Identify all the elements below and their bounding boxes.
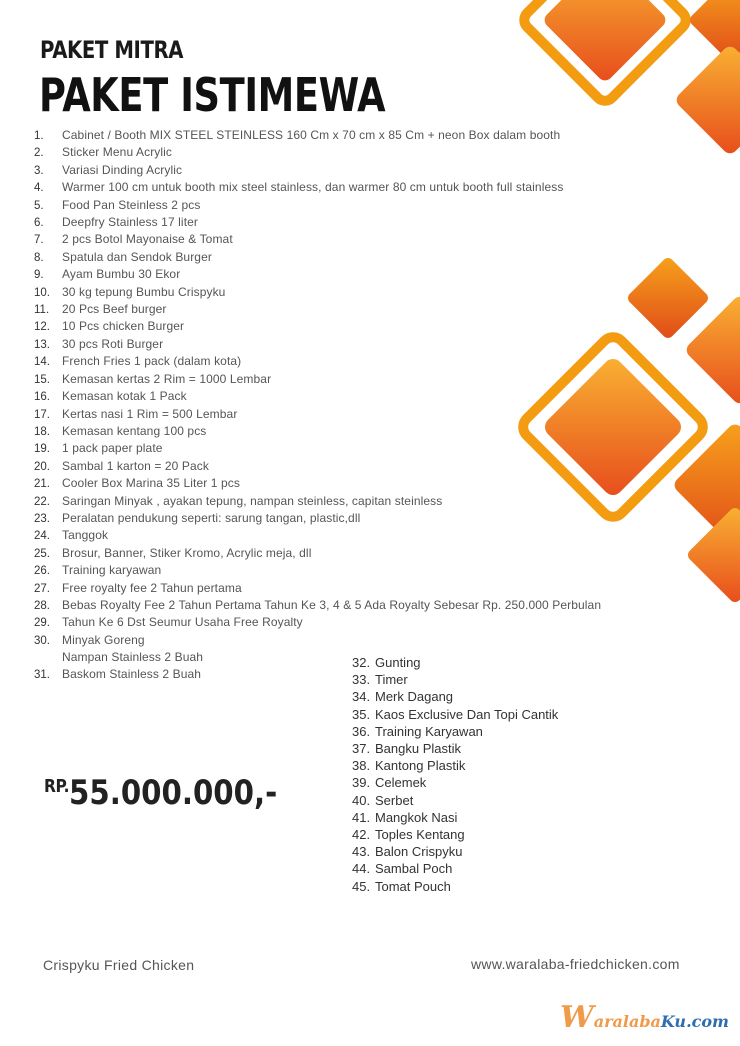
item-text: Bebas Royalty Fee 2 Tahun Pertama Tahun Ke 3, 4 & 5 Ada Royalty Sebesar Rp. 250.000 Perbulan xyxy=(62,597,602,612)
list-item xyxy=(34,562,601,579)
package-subtitle: PAKET MITRA xyxy=(40,36,184,64)
item-text: 20 Pcs Beef burger xyxy=(62,302,167,317)
price-currency: RP. xyxy=(44,776,70,797)
item-number: 28. xyxy=(34,599,50,612)
list-item xyxy=(352,860,558,877)
item-number: 19. xyxy=(34,443,50,456)
item-number: 20. xyxy=(34,460,50,473)
diamond-shape xyxy=(626,256,711,341)
item-text: Training Karyawan xyxy=(375,723,483,739)
list-item xyxy=(352,826,558,843)
item-text: Sambal Poch xyxy=(375,861,453,877)
item-text: Peralatan pendukung seperti: sarung tangan, plastic,dll xyxy=(62,510,361,525)
item-number: 38. xyxy=(352,758,371,774)
item-text: Variasi Dinding Acrylic xyxy=(62,162,183,177)
list-item xyxy=(34,527,601,544)
price xyxy=(44,773,277,813)
item-number: 4. xyxy=(34,182,44,195)
item-number: 11. xyxy=(34,304,50,317)
list-item xyxy=(34,614,601,631)
item-number: 43. xyxy=(352,844,371,860)
list-item xyxy=(34,162,601,179)
item-number: 15. xyxy=(34,373,50,386)
item-number: 37. xyxy=(352,741,371,757)
list-item xyxy=(352,723,558,740)
item-text: Minyak Goreng xyxy=(62,632,145,647)
item-text: Cabinet / Booth MIX STEEL STEINLESS 160 Cm x 70 cm x 85 Cm + neon Box dalam booth xyxy=(62,128,561,142)
item-number: 21. xyxy=(34,478,50,491)
item-text: Kantong Plastik xyxy=(375,758,466,774)
item-text: Deepfry Stainless 17 liter xyxy=(62,215,198,230)
item-list-main xyxy=(34,127,601,683)
item-number: 2. xyxy=(34,147,44,160)
list-item xyxy=(34,214,601,231)
item-number: 44. xyxy=(352,861,371,877)
list-item xyxy=(34,475,601,492)
list-item xyxy=(34,458,601,475)
list-item xyxy=(34,493,601,510)
item-text: Serbet xyxy=(375,792,414,808)
item-number: 18. xyxy=(34,425,50,438)
list-item xyxy=(34,179,601,196)
item-number: 32. xyxy=(352,655,371,670)
list-item xyxy=(34,231,601,248)
item-number: 26. xyxy=(34,565,50,578)
list-item xyxy=(34,597,601,614)
item-number: 41. xyxy=(352,809,371,825)
price-amount: 55.000.000,- xyxy=(69,773,278,813)
list-item xyxy=(34,336,601,353)
item-number: 27. xyxy=(34,582,50,595)
item-number: 3. xyxy=(34,164,44,177)
item-text: French Fries 1 pack (dalam kota) xyxy=(62,354,242,369)
list-item xyxy=(34,406,601,423)
item-text: Kemasan kentang 100 pcs xyxy=(62,423,207,438)
item-text: Saringan Minyak , ayakan tepung, nampan steinless, capitan steinless xyxy=(62,493,443,508)
item-text: Balon Crispyku xyxy=(375,844,463,860)
list-item xyxy=(34,440,601,457)
item-number: 29. xyxy=(34,617,50,630)
item-text: Kaos Exclusive Dan Topi Cantik xyxy=(375,706,559,722)
logo-text-2: Ku.com xyxy=(660,1012,729,1031)
item-number: 23. xyxy=(34,512,50,525)
item-number: 13. xyxy=(34,338,50,351)
item-text: 1 pack paper plate xyxy=(62,441,163,456)
brand-name: Crispyku Fried Chicken xyxy=(43,957,195,973)
list-item xyxy=(352,774,558,791)
list-item xyxy=(352,688,558,705)
item-number: 42. xyxy=(352,827,371,843)
item-number: 35. xyxy=(352,706,371,722)
list-item xyxy=(352,671,558,688)
list-item xyxy=(34,301,601,318)
item-number: 16. xyxy=(34,391,50,404)
logo-text-1: aralaba xyxy=(593,1012,661,1031)
logo-initial: W xyxy=(560,1000,594,1035)
list-item xyxy=(352,843,558,860)
diamond-shape xyxy=(673,43,740,156)
item-text: Kemasan kertas 2 Rim = 1000 Lembar xyxy=(62,371,272,386)
item-number: 33. xyxy=(352,672,371,688)
item-number: 39. xyxy=(352,775,371,791)
item-text: Tanggok xyxy=(62,528,109,543)
list-item xyxy=(352,792,558,809)
item-text: 2 pcs Botol Mayonaise & Tomat xyxy=(62,232,233,247)
item-text: Celemek xyxy=(375,775,427,791)
list-item xyxy=(34,353,601,370)
item-text: Nampan Stainless 2 Buah xyxy=(62,650,204,665)
list-item xyxy=(352,878,558,895)
item-number: 10. xyxy=(34,286,50,299)
item-number: 8. xyxy=(34,251,44,264)
item-text: Ayam Bumbu 30 Ekor xyxy=(62,267,181,282)
item-text: Free royalty fee 2 Tahun pertama xyxy=(62,580,242,595)
list-item xyxy=(34,632,601,649)
item-number: 7. xyxy=(34,234,44,247)
list-item xyxy=(34,318,601,335)
item-number: 6. xyxy=(34,217,44,230)
list-item xyxy=(352,809,558,826)
list-item xyxy=(34,371,601,388)
diamond-shape xyxy=(541,0,668,84)
list-item xyxy=(34,197,601,214)
item-text: Cooler Box Marina 35 Liter 1 pcs xyxy=(62,476,240,491)
list-item xyxy=(352,706,558,723)
item-number: 36. xyxy=(352,723,371,739)
website-link[interactable]: www.waralaba-friedchicken.com xyxy=(471,956,680,972)
list-item xyxy=(34,127,601,144)
item-number: 12. xyxy=(34,321,50,334)
item-text: Toples Kentang xyxy=(375,827,465,843)
item-text: Kemasan kotak 1 Pack xyxy=(62,389,187,404)
item-number: 5. xyxy=(34,199,44,212)
list-item xyxy=(34,266,601,283)
item-number: 1. xyxy=(34,130,44,142)
item-list-extra xyxy=(352,654,558,895)
package-title: PAKET ISTIMEWA xyxy=(39,68,386,122)
item-text: Gunting xyxy=(375,655,421,670)
item-number: 45. xyxy=(352,878,371,894)
item-text: Food Pan Steinless 2 pcs xyxy=(62,197,201,212)
item-text: Warmer 100 cm untuk booth mix steel stainless, dan warmer 80 cm untuk booth full stainless xyxy=(62,180,564,195)
list-item xyxy=(34,423,601,440)
item-text: Baskom Stainless 2 Buah xyxy=(62,666,202,681)
item-text: Tahun Ke 6 Dst Seumur Usaha Free Royalty xyxy=(62,615,303,630)
item-text: Merk Dagang xyxy=(375,689,454,705)
item-text: 10 Pcs chicken Burger xyxy=(62,319,185,334)
list-item xyxy=(34,388,601,405)
item-text: Bangku Plastik xyxy=(375,741,461,757)
list-item xyxy=(34,545,601,562)
list-item xyxy=(352,740,558,757)
list-item xyxy=(34,284,601,301)
item-number: 34. xyxy=(352,689,371,705)
item-text: Mangkok Nasi xyxy=(375,809,458,825)
item-text: Brosur, Banner, Stiker Kromo, Acrylic meja, dll xyxy=(62,545,312,560)
item-number: 30. xyxy=(34,634,50,647)
item-number: 40. xyxy=(352,792,371,808)
item-text: 30 pcs Roti Burger xyxy=(62,336,164,351)
list-item xyxy=(34,580,601,597)
list-item xyxy=(34,144,601,161)
item-text: Timer xyxy=(375,672,408,688)
item-number: 25. xyxy=(34,547,50,560)
list-item xyxy=(34,510,601,527)
item-number: 17. xyxy=(34,408,50,421)
item-text: 30 kg tepung Bumbu Crispyku xyxy=(62,284,226,299)
item-text: Spatula dan Sendok Burger xyxy=(62,249,212,264)
item-text: Sambal 1 karton = 20 Pack xyxy=(62,458,209,473)
item-text: Training karyawan xyxy=(62,563,162,578)
item-number: 22. xyxy=(34,495,50,508)
waralabaku-logo xyxy=(560,1000,729,1035)
item-number: 9. xyxy=(34,269,44,282)
item-text: Sticker Menu Acrylic xyxy=(62,145,173,160)
item-text: Tomat Pouch xyxy=(375,878,451,894)
item-number: 14. xyxy=(34,356,50,369)
list-item xyxy=(34,249,601,266)
item-number: 24. xyxy=(34,530,50,543)
list-item xyxy=(352,654,558,671)
item-number: 31. xyxy=(34,668,50,681)
item-text: Kertas nasi 1 Rim = 500 Lembar xyxy=(62,406,238,421)
list-item xyxy=(352,757,558,774)
